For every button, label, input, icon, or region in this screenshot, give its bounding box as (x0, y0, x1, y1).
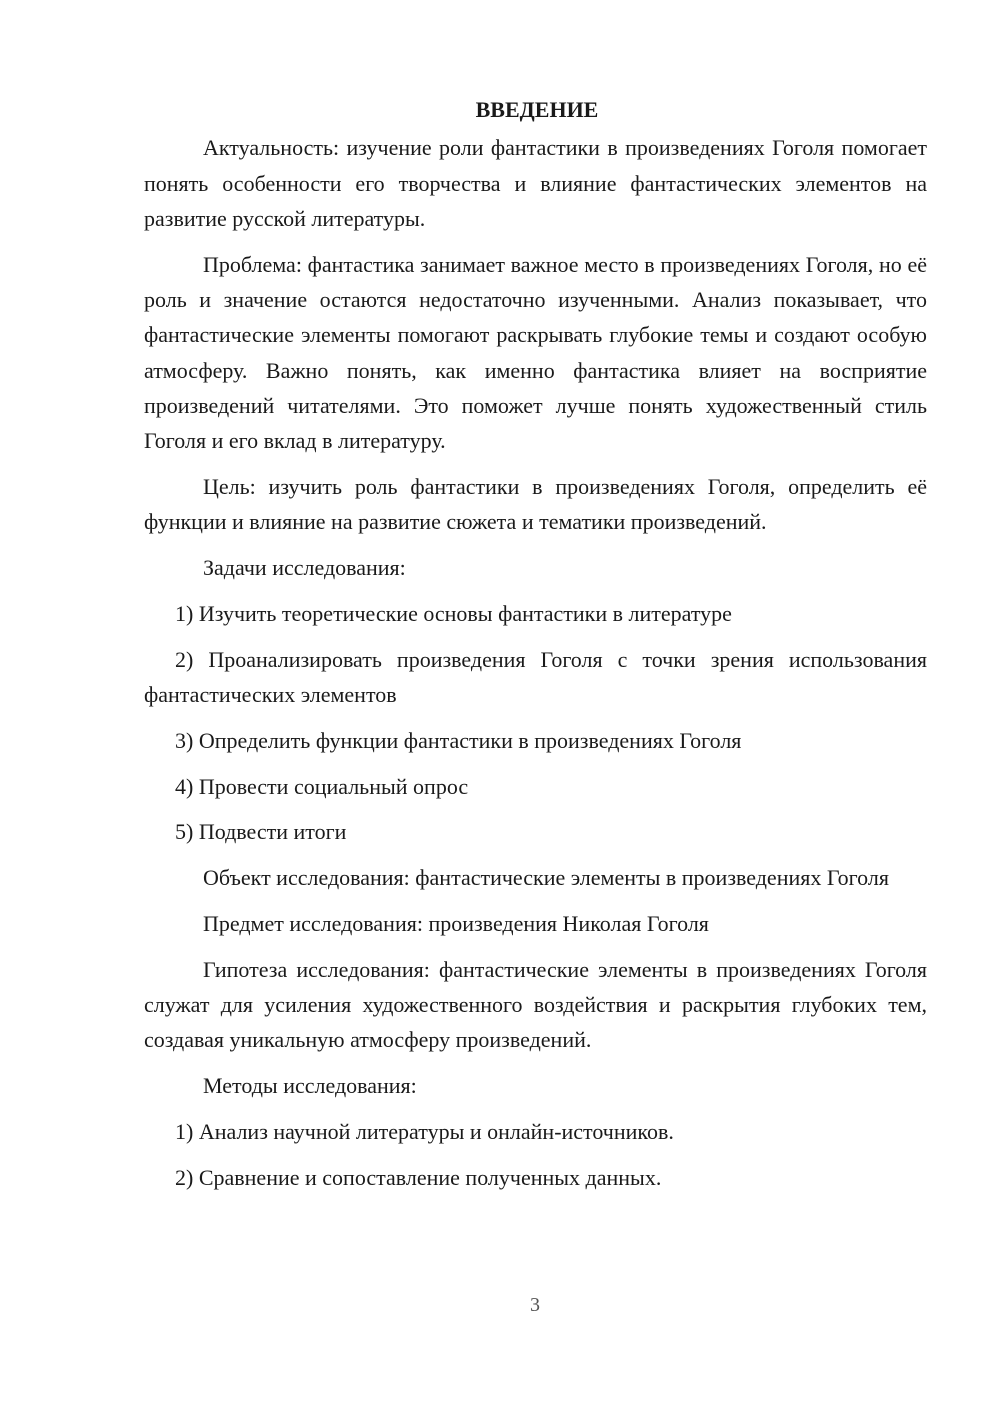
method-item: 2) Сравнение и сопоставление полученных данных. (175, 1164, 662, 1190)
method-item: 1) Анализ научной литературы и онлайн-источников. (175, 1118, 674, 1144)
task-item: 4) Провести социальный опрос (175, 773, 469, 799)
task-item: 1) Изучить теоретические основы фантастики в литературе (175, 600, 732, 626)
tasks-heading: Задачи исследования: (203, 555, 406, 581)
document-page (144, 92, 927, 1206)
task-item: 2) Проанализировать произведения Гоголя с точки зрения использования фантастических элементов (144, 646, 927, 707)
section-title: ВВЕДЕНИЕ (475, 97, 599, 122)
object-paragraph: Объект исследования: фантастические элементы в произведениях Гоголя (203, 865, 889, 891)
goal-paragraph: Цель: изучить роль фантастики в произведениях Гоголя, определить её функции и влияние на развитие сюжета и тематики произведений. (144, 473, 927, 535)
task-item: 3) Определить функции фантастики в произведениях Гоголя (175, 727, 742, 753)
page-number: 3 (530, 1294, 540, 1316)
relevance-paragraph: Актуальность: изучение роли фантастики в произведениях Гоголя помогает понять особенности его творчества и влияние фантастических элементов на развитие русской литературы. (144, 135, 927, 231)
hypothesis-paragraph: Гипотеза исследования: фантастические элементы в произведениях Гоголя служат для усиления художественного воздействия и раскрытия глубоких тем, создавая уникальную атмосферу произведений. (144, 956, 927, 1053)
task-item: 5) Подвести итоги (175, 819, 347, 845)
subject-paragraph: Предмет исследования: произведения Николая Гоголя (203, 910, 709, 936)
methods-heading: Методы исследования: (203, 1073, 417, 1099)
problem-paragraph: Проблема: фантастика занимает важное место в произведениях Гоголя, но её роль и значение остаются недостаточно изученными. Анализ показывает, что фантастические элементы помогают раскрывать глубокие темы и создают особую атмосферу. Важно понять, как именно фантастика влияет на восприятие произведений читателями. Это поможет лучше понять художественный стиль Гоголя и его вклад в литературу. (144, 251, 927, 454)
